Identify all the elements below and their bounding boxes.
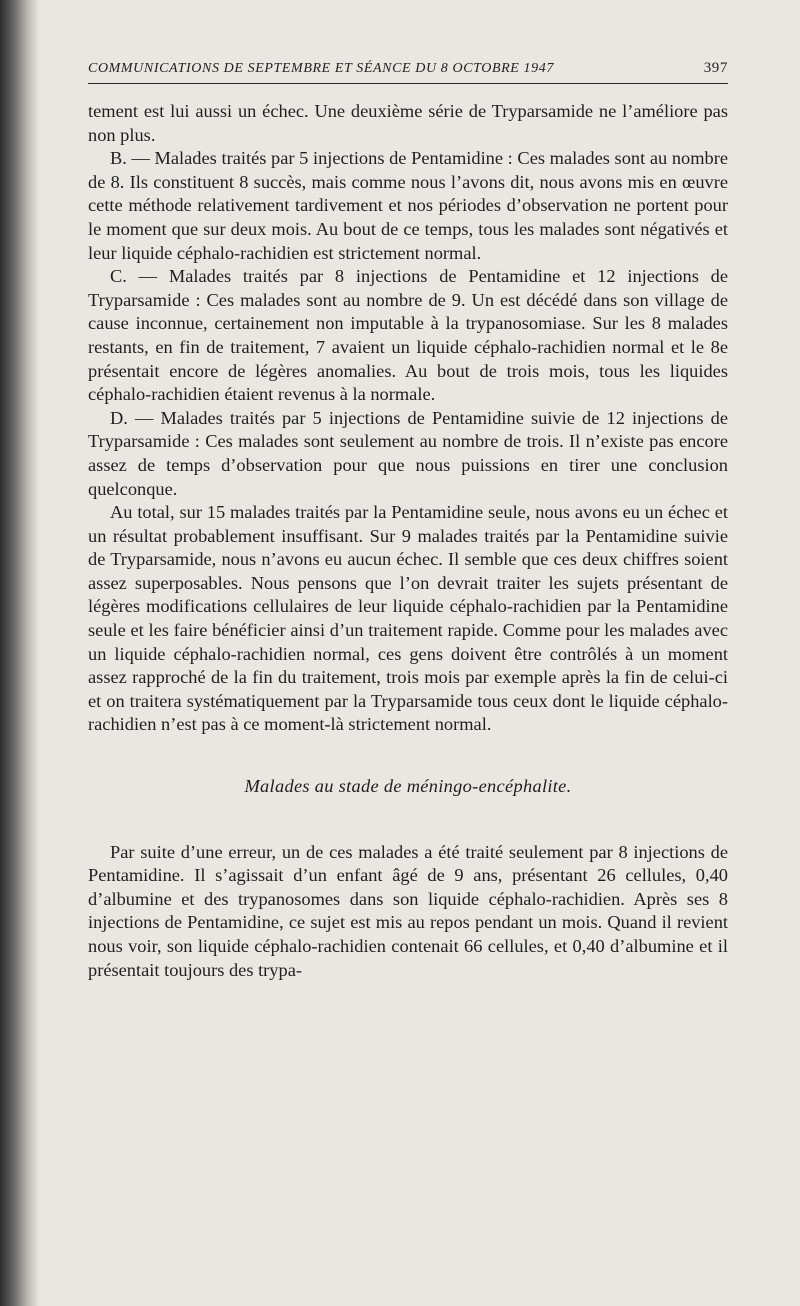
- header-title: COMMUNICATIONS DE SEPTEMBRE ET SÉANCE DU 8 OCTOBRE 1947: [88, 61, 554, 76]
- document-page: [88, 60, 728, 982]
- body-text: [88, 100, 728, 982]
- paragraph-summary: Au total, sur 15 malades traités par la Pentamidine seule, nous avons eu un échec et un résultat probablement insuffisant. Sur 9 malades traités par la Pentamidine suivie de Tryparsamide, nous n’avons eu aucun échec. Il semble que ces deux chiffres soient assez superposables. Nous pensons que l’on devrait traiter les sujets présentant de légères modifications cellulaires de leur liquide céphalo-rachidien par la Pentamidine seule et les faire bénéficier ainsi d’un traitement rapide. Comme pour les malades avec un liquide céphalo-rachidien normal, ces gens doivent être contrôlés à un moment assez rapproché de la fin du traitement, trois mois par exemple après la fin de celui-ci et on traitera systématiquement par la Tryparsamide tous ceux dont le liquide céphalo-rachidien n’est pas à ce moment-là strictement normal.: [88, 502, 728, 735]
- page-number: 397: [703, 60, 728, 76]
- paragraph-group-d: D. — Malades traités par 5 injections de Pentamidine suivie de 12 injections de Tryparsamide : Ces malades sont seulement au nombre de trois. Il n’existe pas encore assez de temps d’observation pour que nous puissions en tirer une conclusion quelconque.: [88, 407, 728, 499]
- section-heading: Malades au stade de méningo-encéphalite.: [244, 776, 572, 797]
- paragraph-group-c: C. — Malades traités par 8 injections de Pentamidine et 12 injections de Tryparsamide : Ces malades sont au nombre de 9. Un est décédé dans son village de cause inconnue, certainement non imputable à la trypanosomiase. Sur les 8 malades restants, en fin de traitement, 7 avaient un liquide céphalo-rachidien normal et le 8e présentait encore de légères anomalies. Au bout de trois mois, tous les liquides céphalo-rachidien étaient revenus à la normale.: [88, 266, 728, 405]
- running-header: [88, 60, 728, 84]
- paragraph-meningo-case: Par suite d’une erreur, un de ces malades a été traité seulement par 8 injections de Pentamidine. Il s’agissait d’un enfant âgé de 9 ans, présentant 26 cellules, 0,40 d’albumine et des trypanosomes dans son liquide céphalo-rachidien. Après ses 8 injections de Pentamidine, ce sujet est mis au repos pendant un mois. Quand il revient nous voir, son liquide céphalo-rachidien contenait 66 cellules, et 0,40 d’albumine et il présentait toujours des trypa-: [88, 841, 728, 980]
- paragraph-group-b: B. — Malades traités par 5 injections de Pentamidine : Ces malades sont au nombre de 8. Ils constituent 8 succès, mais comme nous l’avons dit, nous avons mis en œuvre cette méthode relativement tardivement et nos périodes d’observation ne portent pour le moment que sur deux mois. Au bout de ce temps, tous les malades sont négativés et leur liquide céphalo-rachidien est strictement normal.: [88, 148, 728, 263]
- scan-binding-edge: [0, 0, 40, 1306]
- paragraph-continuation: tement est lui aussi un échec. Une deuxième série de Tryparsamide ne l’améliore pas non plus.: [88, 101, 728, 145]
